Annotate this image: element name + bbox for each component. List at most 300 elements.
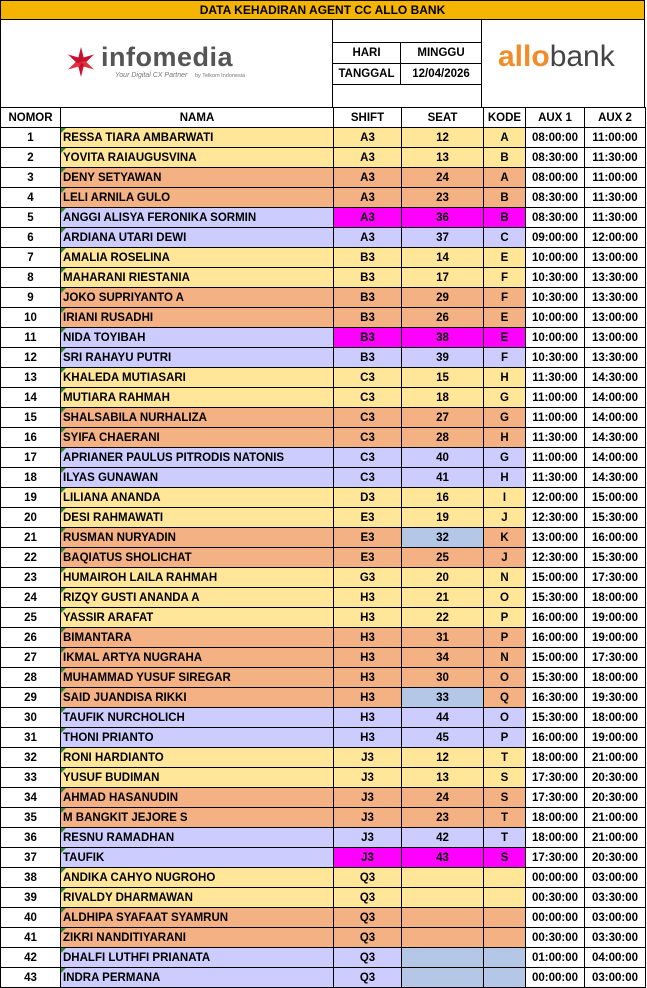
table-row: [1, 608, 646, 628]
row-number: 42: [1, 948, 61, 968]
row-number: 34: [1, 788, 61, 808]
aux2-cell: 13:30:00: [585, 268, 646, 288]
table-row: [1, 288, 646, 308]
aux2-cell: 03:00:00: [585, 868, 646, 888]
row-number: 3: [1, 168, 61, 188]
table-row: [1, 368, 646, 388]
table-row: [1, 468, 646, 488]
kode-cell: G: [484, 448, 526, 468]
seat-cell: 45: [402, 728, 484, 748]
agent-name: INDRA PERMANA: [61, 968, 334, 988]
shift-cell: A3: [334, 208, 402, 228]
row-number: 21: [1, 528, 61, 548]
kode-cell: K: [484, 528, 526, 548]
cell-marker-icon: [61, 288, 66, 293]
seat-cell: 24: [402, 168, 484, 188]
kode-cell: A: [484, 128, 526, 148]
aux1-cell: 09:00:00: [526, 228, 585, 248]
kode-cell: A: [484, 168, 526, 188]
shift-cell: H3: [334, 668, 402, 688]
aux2-cell: 14:30:00: [585, 468, 646, 488]
table-row: [1, 408, 646, 428]
agent-name: ARDIANA UTARI DEWI: [61, 228, 334, 248]
agent-name: RUSMAN NURYADIN: [61, 528, 334, 548]
row-number: 6: [1, 228, 61, 248]
table-row: [1, 308, 646, 328]
tanggal-label: TANGGAL: [332, 63, 401, 85]
kode-cell: Q: [484, 688, 526, 708]
aux1-cell: 08:30:00: [526, 148, 585, 168]
aux2-cell: 13:00:00: [585, 308, 646, 328]
cell-marker-icon: [61, 488, 66, 493]
row-number: 37: [1, 848, 61, 868]
table-header-row: [1, 108, 646, 128]
aux1-cell: 11:30:00: [526, 368, 585, 388]
cell-marker-icon: [61, 748, 66, 753]
row-number: 9: [1, 288, 61, 308]
cell-marker-icon: [61, 868, 66, 873]
kode-cell: S: [484, 848, 526, 868]
shift-cell: B3: [334, 308, 402, 328]
seat-cell: 12: [402, 128, 484, 148]
kode-cell: F: [484, 268, 526, 288]
agent-name: MAHARANI RIESTANIA: [61, 268, 334, 288]
row-number: 13: [1, 368, 61, 388]
aux2-cell: 03:00:00: [585, 968, 646, 988]
agent-name: IRIANI RUSADHI: [61, 308, 334, 328]
row-number: 28: [1, 668, 61, 688]
col-header-kode: KODE: [484, 108, 526, 128]
table-row: [1, 188, 646, 208]
kode-cell: O: [484, 588, 526, 608]
seat-cell: 41: [402, 468, 484, 488]
agent-name: YOVITA RAIAUGUSVINA: [61, 148, 334, 168]
row-number: 7: [1, 248, 61, 268]
aux2-cell: 11:00:00: [585, 168, 646, 188]
kode-cell: S: [484, 768, 526, 788]
cell-marker-icon: [61, 828, 66, 833]
row-number: 4: [1, 188, 61, 208]
aux1-cell: 18:00:00: [526, 808, 585, 828]
aux2-cell: 11:30:00: [585, 148, 646, 168]
aux2-cell: 14:00:00: [585, 388, 646, 408]
aux1-cell: 15:30:00: [526, 588, 585, 608]
aux1-cell: 11:00:00: [526, 388, 585, 408]
cell-marker-icon: [61, 588, 66, 593]
aux1-cell: 08:00:00: [526, 168, 585, 188]
table-row: [1, 728, 646, 748]
cell-marker-icon: [61, 628, 66, 633]
row-number: 22: [1, 548, 61, 568]
cell-marker-icon: [61, 388, 66, 393]
seat-cell: 44: [402, 708, 484, 728]
row-number: 17: [1, 448, 61, 468]
kode-cell: [484, 968, 526, 988]
shift-cell: A3: [334, 168, 402, 188]
kode-cell: T: [484, 828, 526, 848]
aux2-cell: 19:30:00: [585, 688, 646, 708]
hari-label: HARI: [332, 42, 401, 64]
shift-cell: J3: [334, 808, 402, 828]
agent-name: RONI HARDIANTO: [61, 748, 334, 768]
seat-cell: 30: [402, 668, 484, 688]
row-number: 36: [1, 828, 61, 848]
seat-cell: 16: [402, 488, 484, 508]
seat-cell: 29: [402, 288, 484, 308]
kode-cell: P: [484, 628, 526, 648]
aux1-cell: 00:00:00: [526, 908, 585, 928]
col-header-nama: NAMA: [61, 108, 334, 128]
row-number: 23: [1, 568, 61, 588]
aux2-cell: 19:00:00: [585, 728, 646, 748]
kode-cell: C: [484, 228, 526, 248]
kode-cell: [484, 928, 526, 948]
cell-marker-icon: [61, 128, 66, 133]
row-number: 30: [1, 708, 61, 728]
agent-name: YUSUF BUDIMAN: [61, 768, 334, 788]
shift-cell: Q3: [334, 948, 402, 968]
kode-cell: T: [484, 748, 526, 768]
cell-marker-icon: [61, 508, 66, 513]
seat-cell: [402, 968, 484, 988]
aux1-cell: 15:30:00: [526, 708, 585, 728]
table-row: [1, 868, 646, 888]
shift-cell: A3: [334, 128, 402, 148]
row-number: 11: [1, 328, 61, 348]
aux1-cell: 11:00:00: [526, 408, 585, 428]
table-row: [1, 348, 646, 368]
shift-cell: H3: [334, 728, 402, 748]
kode-cell: N: [484, 568, 526, 588]
row-number: 27: [1, 648, 61, 668]
cell-marker-icon: [61, 248, 66, 253]
shift-cell: G3: [334, 568, 402, 588]
agent-name: MUHAMMAD YUSUF SIREGAR: [61, 668, 334, 688]
kode-cell: E: [484, 328, 526, 348]
seat-cell: 25: [402, 548, 484, 568]
seat-cell: 32: [402, 528, 484, 548]
aux2-cell: 20:30:00: [585, 788, 646, 808]
row-number: 16: [1, 428, 61, 448]
infomedia-sub: by Telkom Indonesia: [195, 73, 246, 79]
row-number: 20: [1, 508, 61, 528]
aux2-cell: 14:30:00: [585, 368, 646, 388]
agent-name: ANGGI ALISYA FERONIKA SORMIN: [61, 208, 334, 228]
cell-marker-icon: [61, 328, 66, 333]
table-row: [1, 428, 646, 448]
attendance-table: [0, 107, 646, 988]
shift-cell: J3: [334, 768, 402, 788]
kode-cell: F: [484, 288, 526, 308]
row-number: 40: [1, 908, 61, 928]
aux2-cell: 13:00:00: [585, 248, 646, 268]
seat-cell: 38: [402, 328, 484, 348]
seat-cell: [402, 888, 484, 908]
agent-name: MUTIARA RAHMAH: [61, 388, 334, 408]
aux2-cell: 13:30:00: [585, 288, 646, 308]
aux1-cell: 16:00:00: [526, 728, 585, 748]
cell-marker-icon: [61, 168, 66, 173]
kode-cell: G: [484, 388, 526, 408]
row-number: 39: [1, 888, 61, 908]
table-row: [1, 388, 646, 408]
sheet-title: DATA KEHADIRAN AGENT CC ALLO BANK: [0, 0, 645, 20]
table-row: [1, 588, 646, 608]
kode-cell: B: [484, 188, 526, 208]
cell-marker-icon: [61, 148, 66, 153]
table-row: [1, 568, 646, 588]
infomedia-wordmark: infomedia: [101, 42, 234, 72]
shift-cell: C3: [334, 468, 402, 488]
shift-cell: B3: [334, 328, 402, 348]
table-row: [1, 928, 646, 948]
agent-name: SAID JUANDISA RIKKI: [61, 688, 334, 708]
table-row: [1, 628, 646, 648]
agent-name: BAQIATUS SHOLICHAT: [61, 548, 334, 568]
aux2-cell: 03:30:00: [585, 928, 646, 948]
aux2-cell: 14:30:00: [585, 428, 646, 448]
row-number: 31: [1, 728, 61, 748]
shift-cell: A3: [334, 148, 402, 168]
seat-cell: 20: [402, 568, 484, 588]
agent-name: LELI ARNILA GULO: [61, 188, 334, 208]
kode-cell: N: [484, 648, 526, 668]
table-row: [1, 168, 646, 188]
shift-cell: H3: [334, 648, 402, 668]
agent-name: RIVALDY DHARMAWAN: [61, 888, 334, 908]
table-row: [1, 508, 646, 528]
table-row: [1, 208, 646, 228]
agent-name: M BANGKIT JEJORE S: [61, 808, 334, 828]
agent-name: RIZQY GUSTI ANANDA A: [61, 588, 334, 608]
seat-cell: 15: [402, 368, 484, 388]
agent-name: DENY SETYAWAN: [61, 168, 334, 188]
aux2-cell: 20:30:00: [585, 848, 646, 868]
row-number: 15: [1, 408, 61, 428]
kode-cell: O: [484, 668, 526, 688]
aux1-cell: 12:30:00: [526, 508, 585, 528]
kode-cell: P: [484, 728, 526, 748]
aux2-cell: 18:00:00: [585, 668, 646, 688]
seat-cell: 19: [402, 508, 484, 528]
shift-cell: J3: [334, 828, 402, 848]
cell-marker-icon: [61, 568, 66, 573]
table-row: [1, 908, 646, 928]
aux1-cell: 10:30:00: [526, 268, 585, 288]
aux2-cell: 15:30:00: [585, 508, 646, 528]
row-number: 38: [1, 868, 61, 888]
shift-cell: C3: [334, 428, 402, 448]
cell-marker-icon: [61, 348, 66, 353]
aux1-cell: 10:30:00: [526, 288, 585, 308]
shift-cell: J3: [334, 848, 402, 868]
cell-marker-icon: [61, 728, 66, 733]
row-number: 19: [1, 488, 61, 508]
shift-cell: J3: [334, 748, 402, 768]
row-number: 29: [1, 688, 61, 708]
aux1-cell: 08:30:00: [526, 188, 585, 208]
aux1-cell: 17:30:00: [526, 848, 585, 868]
cell-marker-icon: [61, 968, 66, 973]
seat-cell: [402, 908, 484, 928]
cell-marker-icon: [61, 808, 66, 813]
aux2-cell: 15:00:00: [585, 488, 646, 508]
table-row: [1, 248, 646, 268]
col-header-aux1: AUX 1: [526, 108, 585, 128]
aux2-cell: 14:00:00: [585, 448, 646, 468]
kode-cell: F: [484, 348, 526, 368]
agent-name: APRIANER PAULUS PITRODIS NATONIS: [61, 448, 334, 468]
kode-cell: E: [484, 248, 526, 268]
seat-cell: 21: [402, 588, 484, 608]
shift-cell: E3: [334, 508, 402, 528]
shift-cell: C3: [334, 388, 402, 408]
shift-cell: H3: [334, 628, 402, 648]
aux1-cell: 08:00:00: [526, 128, 585, 148]
shift-cell: B3: [334, 288, 402, 308]
table-row: [1, 748, 646, 768]
shift-cell: J3: [334, 788, 402, 808]
aux2-cell: 21:00:00: [585, 748, 646, 768]
table-row: [1, 528, 646, 548]
shift-cell: C3: [334, 368, 402, 388]
cell-marker-icon: [61, 408, 66, 413]
table-row: [1, 788, 646, 808]
agent-name: JOKO SUPRIYANTO A: [61, 288, 334, 308]
cell-marker-icon: [61, 368, 66, 373]
row-number: 18: [1, 468, 61, 488]
shift-cell: Q3: [334, 908, 402, 928]
agent-name: YASSIR ARAFAT: [61, 608, 334, 628]
aux1-cell: 18:00:00: [526, 748, 585, 768]
shift-cell: D3: [334, 488, 402, 508]
seat-cell: 14: [402, 248, 484, 268]
cell-marker-icon: [61, 428, 66, 433]
aux1-cell: 11:00:00: [526, 448, 585, 468]
aux2-cell: 17:30:00: [585, 648, 646, 668]
row-number: 1: [1, 128, 61, 148]
shift-cell: B3: [334, 248, 402, 268]
kode-cell: J: [484, 548, 526, 568]
row-number: 43: [1, 968, 61, 988]
seat-cell: 13: [402, 768, 484, 788]
kode-cell: P: [484, 608, 526, 628]
aux1-cell: 18:00:00: [526, 828, 585, 848]
seat-cell: 12: [402, 748, 484, 768]
cell-marker-icon: [61, 208, 66, 213]
seat-cell: 42: [402, 828, 484, 848]
seat-cell: 23: [402, 808, 484, 828]
row-number: 26: [1, 628, 61, 648]
aux2-cell: 18:00:00: [585, 708, 646, 728]
shift-cell: E3: [334, 528, 402, 548]
aux1-cell: 16:00:00: [526, 608, 585, 628]
kode-cell: E: [484, 308, 526, 328]
agent-name: DHALFI LUTHFI PRIANATA: [61, 948, 334, 968]
kode-cell: T: [484, 808, 526, 828]
aux1-cell: 08:30:00: [526, 208, 585, 228]
seat-cell: 39: [402, 348, 484, 368]
kode-cell: [484, 948, 526, 968]
kode-cell: B: [484, 148, 526, 168]
aux2-cell: 21:00:00: [585, 828, 646, 848]
seat-cell: 26: [402, 308, 484, 328]
cell-marker-icon: [61, 548, 66, 553]
table-row: [1, 888, 646, 908]
shift-cell: E3: [334, 548, 402, 568]
col-header-shift: SHIFT: [334, 108, 402, 128]
logo-left-box: [0, 19, 333, 108]
agent-name: ALDHIPA SYAFAAT SYAMRUN: [61, 908, 334, 928]
allobank-suffix: bank: [549, 40, 615, 73]
aux1-cell: 17:30:00: [526, 788, 585, 808]
seat-cell: 31: [402, 628, 484, 648]
shift-cell: A3: [334, 228, 402, 248]
aux1-cell: 00:30:00: [526, 888, 585, 908]
aux2-cell: 19:00:00: [585, 628, 646, 648]
table-row: [1, 708, 646, 728]
seat-cell: 22: [402, 608, 484, 628]
agent-name: HUMAIROH LAILA RAHMAH: [61, 568, 334, 588]
table-row: [1, 548, 646, 568]
seat-cell: 18: [402, 388, 484, 408]
shift-cell: H3: [334, 588, 402, 608]
allobank-prefix: allo: [498, 40, 550, 73]
seat-cell: [402, 928, 484, 948]
table-row: [1, 968, 646, 988]
cell-marker-icon: [61, 928, 66, 933]
agent-name: BIMANTARA: [61, 628, 334, 648]
shift-cell: H3: [334, 608, 402, 628]
agent-name: SHALSABILA NURHALIZA: [61, 408, 334, 428]
aux1-cell: 12:00:00: [526, 488, 585, 508]
cell-marker-icon: [61, 768, 66, 773]
aux1-cell: 01:00:00: [526, 948, 585, 968]
table-row: [1, 648, 646, 668]
aux1-cell: 10:30:00: [526, 348, 585, 368]
table-row: [1, 268, 646, 288]
aux1-cell: 15:30:00: [526, 668, 585, 688]
kode-cell: O: [484, 708, 526, 728]
seat-cell: 34: [402, 648, 484, 668]
seat-cell: 40: [402, 448, 484, 468]
aux1-cell: 10:00:00: [526, 328, 585, 348]
aux1-cell: 16:30:00: [526, 688, 585, 708]
shift-cell: H3: [334, 688, 402, 708]
shift-cell: B3: [334, 268, 402, 288]
table-row: [1, 128, 646, 148]
col-header-aux2: AUX 2: [585, 108, 646, 128]
aux2-cell: 19:00:00: [585, 608, 646, 628]
cell-marker-icon: [61, 268, 66, 273]
aux2-cell: 12:00:00: [585, 228, 646, 248]
table-row: [1, 668, 646, 688]
cell-marker-icon: [61, 528, 66, 533]
shift-cell: B3: [334, 348, 402, 368]
seat-cell: 24: [402, 788, 484, 808]
agent-name: SYIFA CHAERANI: [61, 428, 334, 448]
infomedia-star-icon: [63, 44, 99, 80]
kode-cell: H: [484, 428, 526, 448]
seat-cell: 17: [402, 268, 484, 288]
aux1-cell: 10:00:00: [526, 248, 585, 268]
aux2-cell: 11:30:00: [585, 188, 646, 208]
kode-cell: B: [484, 208, 526, 228]
aux2-cell: 15:30:00: [585, 548, 646, 568]
seat-cell: 27: [402, 408, 484, 428]
aux2-cell: 21:00:00: [585, 808, 646, 828]
agent-name: THONI PRIANTO: [61, 728, 334, 748]
